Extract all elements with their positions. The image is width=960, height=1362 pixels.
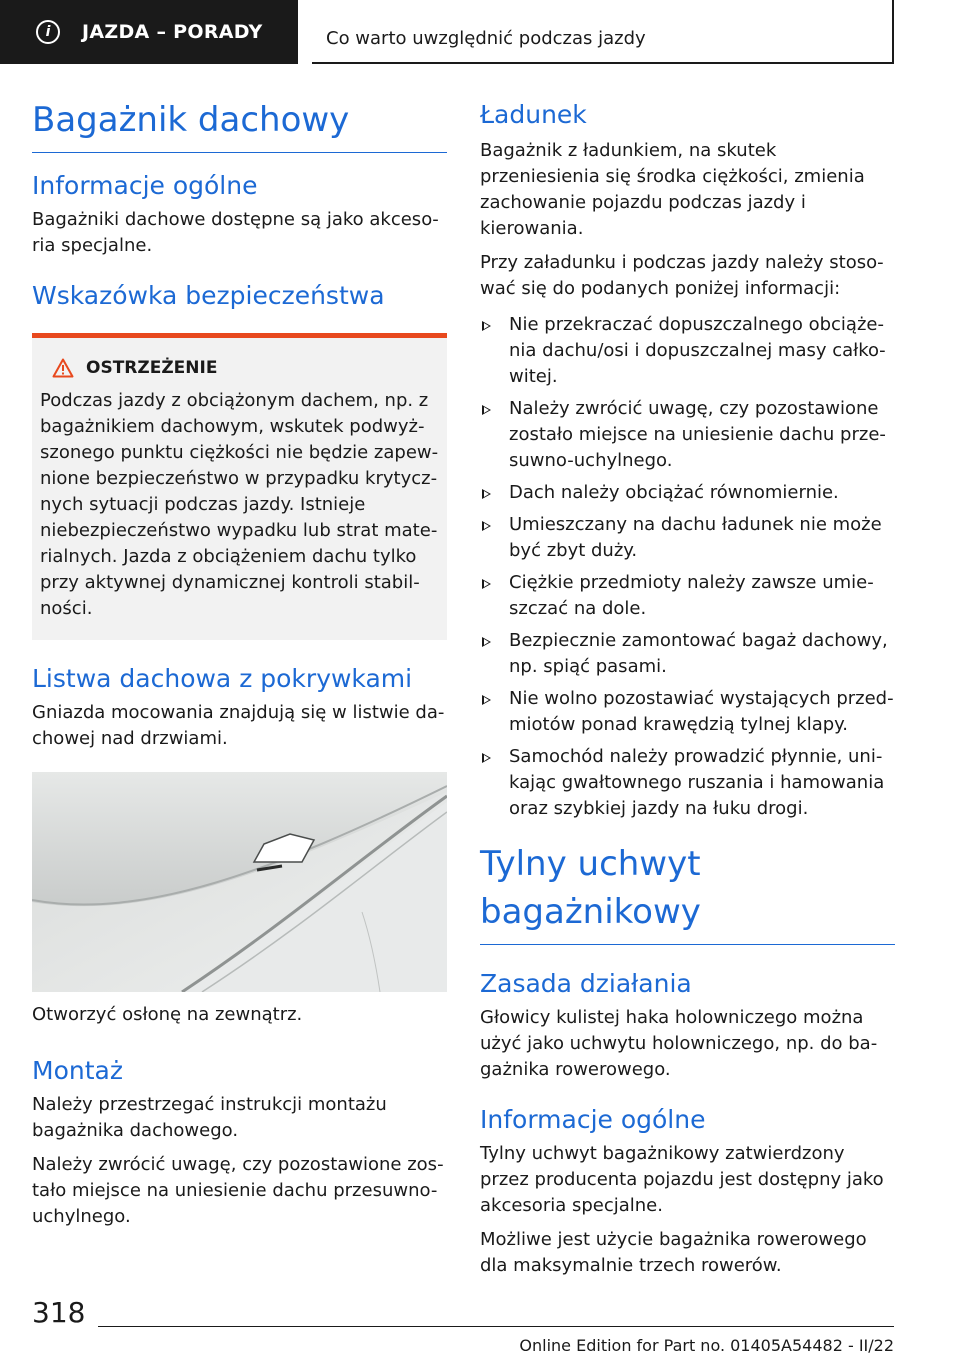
safety-heading: Wskazówka bezpieczeństwa <box>32 281 385 310</box>
general-info-text: Bagażniki dachowe dostępne są jako akcesoria specjalne. <box>32 209 439 256</box>
list-item: Dach należy obciążać równomiernie. <box>480 480 895 506</box>
info-icon: i <box>36 20 60 44</box>
left-column <box>32 96 447 1230</box>
mounting-text-2: Należy zwrócić uwagę, czy pozostawione zostało miejsce na uniesienie dachu przesuwno-uchylnego. <box>32 1154 444 1227</box>
header-title-box <box>312 0 894 64</box>
header-title: Co warto uwzględnić podczas jazdy <box>326 28 646 49</box>
list-item: Bezpiecznie zamontować bagaż dachowy, np. spiąć pasami. <box>480 628 895 680</box>
warning-text: Podczas jazdy z obciążonym dachem, np. z bagażnikiem dachowym, wskutek podwyższonego punktu ciężkości nie będzie zapewnione bezpieczeństwo w przypadku krytycznych sytuacji podczas jazdy. Istnieje niebezpieczeństwo wypadku lub strat materialnych. Jazda z obciążeniem dachu tylko przy aktywnej dynamicznej kontroli stabilności. <box>40 390 439 619</box>
roof-rail-heading: Listwa dachowa z pokrywkami <box>32 664 413 693</box>
bullet-triangle-icon <box>482 579 491 589</box>
bullet-triangle-icon <box>482 695 491 705</box>
mounting-text-1: Należy przestrzegać instrukcji montażu bagażnika dachowego. <box>32 1094 387 1141</box>
header-section-label: JAZDA – PORADY <box>82 21 263 43</box>
right-column <box>480 96 895 1279</box>
photo-caption: Otworzyć osłonę na zewnątrz. <box>32 1004 303 1025</box>
warning-title: OSTRZEŻENIE <box>86 358 218 378</box>
warning-triangle-icon <box>52 358 74 378</box>
list-item: Ciężkie przedmioty należy zawsze umieszczać na dole. <box>480 570 895 622</box>
footer-edition: Online Edition for Part no. 01405A54482 - II/22 <box>519 1336 894 1355</box>
load-bullet-list <box>480 312 895 822</box>
warning-box <box>32 333 447 640</box>
header-section-tab <box>0 0 298 64</box>
principle-text: Głowicy kulistej haka holowniczego można użyć jako uchwytu holowniczego, np. do bagażnika rowerowego. <box>480 1007 878 1080</box>
load-text-2: Przy załadunku i podczas jazdy należy stosować się do podanych poniżej informacji: <box>480 252 884 299</box>
list-item: Samochód należy prowadzić płynnie, unikając gwałtownego ruszania i hamowania oraz szybkiej jazdy na łuku drogi. <box>480 744 895 822</box>
list-item: Nie wolno pozostawiać wystających przedmiotów ponad krawędzią tylnej klapy. <box>480 686 895 738</box>
bullet-triangle-icon <box>482 321 491 331</box>
rear-general-heading: Informacje ogólne <box>480 1105 706 1134</box>
bullet-triangle-icon <box>482 521 491 531</box>
general-info-heading: Informacje ogólne <box>32 171 258 200</box>
mounting-heading: Montaż <box>32 1056 123 1085</box>
roof-rail-photo <box>32 772 447 992</box>
bullet-triangle-icon <box>482 753 491 763</box>
rear-general-text-2: Możliwe jest użycie bagażnika rowerowego dla maksymalnie trzech rowerów. <box>480 1229 867 1276</box>
page-number: 318 <box>32 1296 86 1329</box>
principle-heading: Zasada działania <box>480 969 692 998</box>
list-item: Nie przekraczać dopuszczalnego obciążenia dachu/osi i dopuszczalnej masy całkowitej. <box>480 312 895 390</box>
list-item: Umieszczany na dachu ładunek nie może być zbyt duży. <box>480 512 895 564</box>
bullet-triangle-icon <box>482 489 491 499</box>
bullet-triangle-icon <box>482 637 491 647</box>
rear-general-text-1: Tylny uchwyt bagażnikowy zatwierdzony przez producenta pojazdu jest dostępny jako akcesoria specjalne. <box>480 1143 884 1216</box>
load-text-1: Bagażnik z ładunkiem, na skutek przeniesienia się środka ciężkości, zmienia zachowanie pojazdu podczas jazdy i kierowania. <box>480 140 865 239</box>
footer-divider <box>98 1326 894 1327</box>
bullet-triangle-icon <box>482 405 491 415</box>
list-item: Należy zwrócić uwagę, czy pozostawione zostało miejsce na uniesienie dachu przesuwno-uchylnego. <box>480 396 895 474</box>
roof-rail-text: Gniazda mocowania znajdują się w listwie dachowej nad drzwiami. <box>32 702 445 749</box>
roof-rack-heading: Bagażnik dachowy <box>32 96 447 153</box>
rear-carrier-heading: Tylny uchwyt bagażnikowy <box>480 840 895 945</box>
load-heading: Ładunek <box>480 100 587 129</box>
